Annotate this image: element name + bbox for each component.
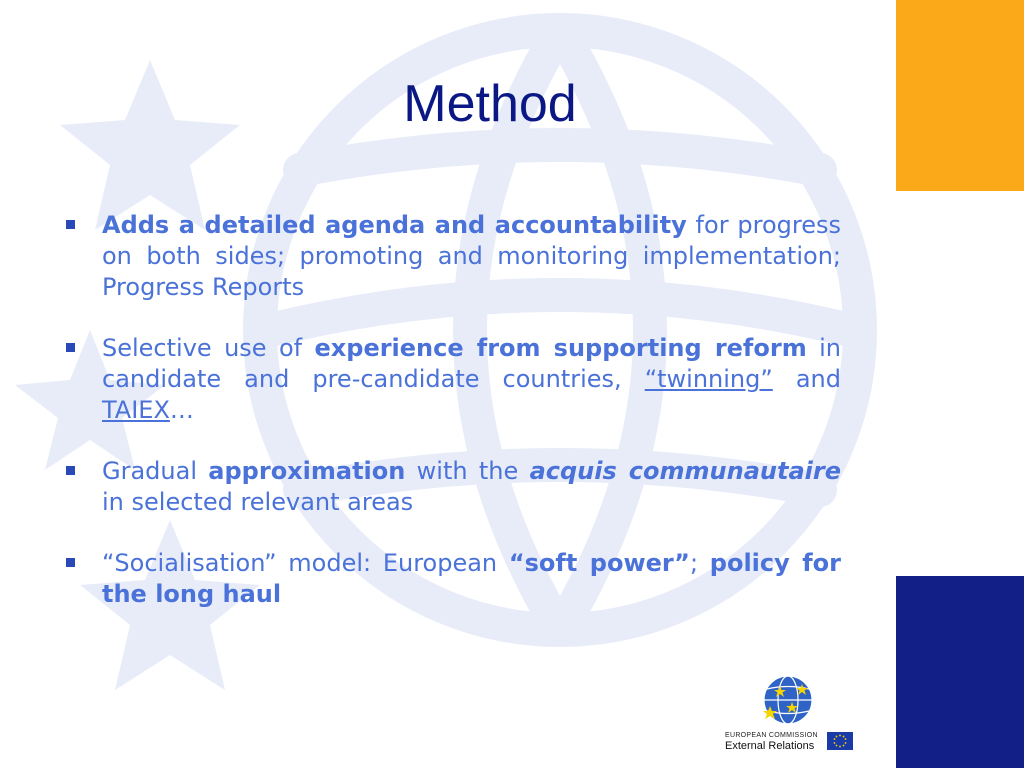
bullet-text-segment: acquis communautaire bbox=[529, 457, 841, 485]
bullet-text-segment: approximation bbox=[208, 457, 406, 485]
bullet-text-segment: policy for the long haul bbox=[102, 549, 841, 608]
bullet-list bbox=[64, 210, 841, 640]
bullet-text-segment: Adds a detailed agenda and accountability bbox=[102, 211, 687, 239]
bullet-marker-icon bbox=[66, 220, 75, 229]
logo-department-label: External Relations bbox=[725, 740, 815, 752]
bullet-item bbox=[64, 456, 841, 518]
bullet-text-segment: experience from supporting reform bbox=[314, 334, 807, 362]
eu-flag-icon bbox=[827, 732, 853, 750]
bullet-item bbox=[64, 548, 841, 610]
bullet-text-segment: with the bbox=[405, 457, 530, 485]
accent-bar-white bbox=[896, 191, 1024, 576]
bullet-text-segment: “Socialisation” model: European bbox=[102, 549, 509, 577]
logo-organisation-label: EUROPEAN COMMISSION bbox=[725, 732, 818, 739]
slide-title: Method bbox=[403, 75, 577, 133]
bullet-text-segment: for progress on both sides; promoting and monitoring implementation; Progress Reports bbox=[102, 211, 841, 301]
bullet-marker-icon bbox=[66, 558, 75, 567]
bullet-text-segment: in candidate and pre-candidate countries, bbox=[102, 334, 841, 393]
bullet-marker-icon bbox=[66, 466, 75, 475]
bullet-text-segment: Gradual bbox=[102, 457, 209, 485]
bullet-text-segment: and bbox=[772, 365, 841, 393]
accent-bar-blue bbox=[896, 576, 1024, 768]
ec-external-relations-logo bbox=[722, 672, 856, 756]
globe-logo-icon bbox=[722, 672, 856, 732]
bullet-link[interactable]: “twinning” bbox=[644, 365, 773, 393]
bullet-marker-icon bbox=[66, 343, 75, 352]
bullet-text-segment: in selected relevant areas bbox=[102, 488, 414, 516]
bullet-text-segment: “soft power” bbox=[508, 549, 690, 577]
bullet-text-segment: Selective use of bbox=[102, 334, 315, 362]
bullet-text-segment: … bbox=[169, 396, 194, 424]
bullet-text-segment: ; bbox=[689, 549, 710, 577]
bullet-link[interactable]: TAIEX bbox=[102, 396, 170, 424]
bullet-item bbox=[64, 333, 841, 426]
bullet-item bbox=[64, 210, 841, 303]
